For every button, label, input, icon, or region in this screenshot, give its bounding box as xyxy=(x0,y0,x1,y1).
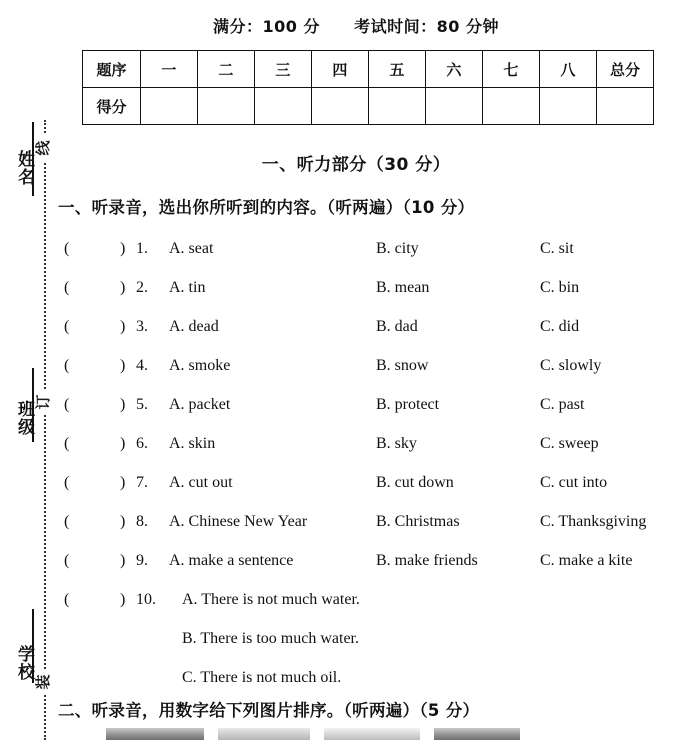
answer-paren-close: ) xyxy=(120,435,126,452)
question-number: 6. xyxy=(136,435,148,452)
option-a[interactable]: A. There is not much water. xyxy=(182,591,360,608)
option-a[interactable]: A. smoke xyxy=(169,357,231,374)
score-cell: 五 xyxy=(368,51,425,88)
answer-paren-open: ( xyxy=(64,240,70,257)
option-b[interactable]: B. cut down xyxy=(376,474,454,491)
question-number: 5. xyxy=(136,396,148,413)
list-item[interactable] xyxy=(56,548,684,587)
student-class-label: 班级 xyxy=(14,400,34,436)
score-input-cell[interactable] xyxy=(539,88,596,125)
option-c[interactable]: C. slowly xyxy=(540,357,602,374)
option-c[interactable]: C. cut into xyxy=(540,474,608,491)
score-row-label: 题序 xyxy=(83,51,141,88)
seal-char-zhuang: 装 xyxy=(33,669,53,695)
option-c[interactable]: C. did xyxy=(540,318,580,335)
answer-paren-close: ) xyxy=(120,513,126,530)
list-item[interactable] xyxy=(56,353,684,392)
score-cell: 一 xyxy=(140,51,197,88)
list-item[interactable] xyxy=(56,236,684,275)
score-input-cell[interactable] xyxy=(482,88,539,125)
option-a[interactable]: A. seat xyxy=(169,240,214,257)
seal-char-xian: 线 xyxy=(33,135,53,161)
answer-paren-close: ) xyxy=(120,474,126,491)
option-c[interactable]: C. sit xyxy=(540,240,574,257)
school-write-rule xyxy=(32,609,34,683)
score-cell-total: 总分 xyxy=(596,51,653,88)
picture-thumb xyxy=(324,728,420,740)
list-item[interactable] xyxy=(56,587,684,626)
option-b[interactable]: B. mean xyxy=(376,279,430,296)
option-a[interactable]: A. skin xyxy=(169,435,216,452)
picture-thumb xyxy=(74,728,92,740)
exam-content xyxy=(56,0,684,740)
option-a[interactable]: A. Chinese New Year xyxy=(169,513,308,530)
option-a[interactable]: A. make a sentence xyxy=(169,552,294,569)
option-b[interactable]: B. protect xyxy=(376,396,440,413)
seal-dotted-line xyxy=(44,120,46,740)
answer-paren-close: ) xyxy=(120,318,126,335)
option-b[interactable]: B. dad xyxy=(376,318,418,335)
student-school-field[interactable] xyxy=(2,645,44,686)
option-c[interactable]: C. sweep xyxy=(540,435,599,452)
option-b[interactable]: B. city xyxy=(376,240,419,257)
answer-paren-open: ( xyxy=(64,591,70,608)
seal-char-ding: 订 xyxy=(33,389,53,415)
class-write-rule xyxy=(32,368,34,442)
question-heading-1: 一、听录音，选出你所听到的内容。（听两遍）（10 分） xyxy=(58,198,475,217)
student-name-field[interactable] xyxy=(2,150,44,191)
question-heading-2: 二、听录音，用数字给下列图片排序。（听两遍）（5 分） xyxy=(58,701,480,720)
answer-paren-open: ( xyxy=(64,474,70,491)
score-row-label: 得分 xyxy=(83,88,141,125)
answer-paren-open: ( xyxy=(64,279,70,296)
option-c[interactable]: C. There is not much oil. xyxy=(182,669,342,686)
list-item[interactable] xyxy=(56,509,684,548)
question-number: 8. xyxy=(136,513,148,530)
option-c[interactable]: C. bin xyxy=(540,279,580,296)
student-name-label: 姓名 xyxy=(14,150,34,186)
score-cell: 八 xyxy=(539,51,596,88)
option-c[interactable]: C. make a kite xyxy=(540,552,633,569)
answer-paren-close: ) xyxy=(120,552,126,569)
question-number: 4. xyxy=(136,357,148,374)
section-title-listening: 一、听力部分（30 分） xyxy=(261,155,451,175)
option-a[interactable]: A. packet xyxy=(169,396,231,413)
list-item[interactable] xyxy=(56,431,684,470)
picture-ordering-strip xyxy=(74,728,674,740)
option-c[interactable]: C. Thanksgiving xyxy=(540,513,647,530)
exam-meta xyxy=(56,14,656,37)
list-item[interactable] xyxy=(56,314,684,353)
option-a[interactable]: A. tin xyxy=(169,279,206,296)
question-number: 2. xyxy=(136,279,148,296)
question-number: 9. xyxy=(136,552,148,569)
duration-label: 考试时间：80 分钟 xyxy=(354,17,499,36)
score-cell: 三 xyxy=(254,51,311,88)
student-class-field[interactable] xyxy=(2,400,44,441)
question-number: 10. xyxy=(136,591,156,608)
score-cell: 四 xyxy=(311,51,368,88)
full-score-label: 满分：100 分 xyxy=(213,17,320,36)
answer-paren-close: ) xyxy=(120,240,126,257)
name-write-rule xyxy=(32,122,34,196)
list-item[interactable] xyxy=(56,626,684,665)
answer-paren-close: ) xyxy=(120,357,126,374)
binding-margin xyxy=(0,0,56,740)
option-b[interactable]: B. Christmas xyxy=(376,513,460,530)
question-number: 3. xyxy=(136,318,148,335)
list-item[interactable] xyxy=(56,392,684,431)
score-input-cell[interactable] xyxy=(425,88,482,125)
score-input-cell[interactable] xyxy=(368,88,425,125)
score-input-cell[interactable] xyxy=(311,88,368,125)
score-table xyxy=(82,50,654,125)
answer-paren-open: ( xyxy=(64,318,70,335)
answer-paren-close: ) xyxy=(120,279,126,296)
answer-paren-open: ( xyxy=(64,552,70,569)
score-input-cell-total[interactable] xyxy=(596,88,653,125)
option-a[interactable]: A. cut out xyxy=(169,474,233,491)
picture-thumb xyxy=(218,728,310,740)
answer-paren-open: ( xyxy=(64,435,70,452)
score-input-cell[interactable] xyxy=(140,88,197,125)
option-b[interactable]: B. sky xyxy=(376,435,417,452)
option-b[interactable]: B. make friends xyxy=(376,552,478,569)
answer-paren-close: ) xyxy=(120,591,126,608)
table-row xyxy=(83,88,654,125)
question-number: 7. xyxy=(136,474,148,491)
answer-paren-close: ) xyxy=(120,396,126,413)
score-cell: 六 xyxy=(425,51,482,88)
picture-thumb xyxy=(434,728,520,740)
score-cell: 七 xyxy=(482,51,539,88)
student-school-label: 学校 xyxy=(14,645,34,681)
listening-question-list xyxy=(56,236,684,704)
score-cell: 二 xyxy=(197,51,254,88)
list-item[interactable] xyxy=(56,470,684,509)
picture-thumb xyxy=(106,728,204,740)
table-row xyxy=(83,51,654,88)
score-input-cell[interactable] xyxy=(197,88,254,125)
option-b[interactable]: B. snow xyxy=(376,357,429,374)
option-c[interactable]: C. past xyxy=(540,396,585,413)
option-b[interactable]: B. There is too much water. xyxy=(182,630,359,647)
list-item[interactable] xyxy=(56,275,684,314)
answer-paren-open: ( xyxy=(64,357,70,374)
option-a[interactable]: A. dead xyxy=(169,318,219,335)
question-number: 1. xyxy=(136,240,148,257)
score-input-cell[interactable] xyxy=(254,88,311,125)
answer-paren-open: ( xyxy=(64,513,70,530)
answer-paren-open: ( xyxy=(64,396,70,413)
